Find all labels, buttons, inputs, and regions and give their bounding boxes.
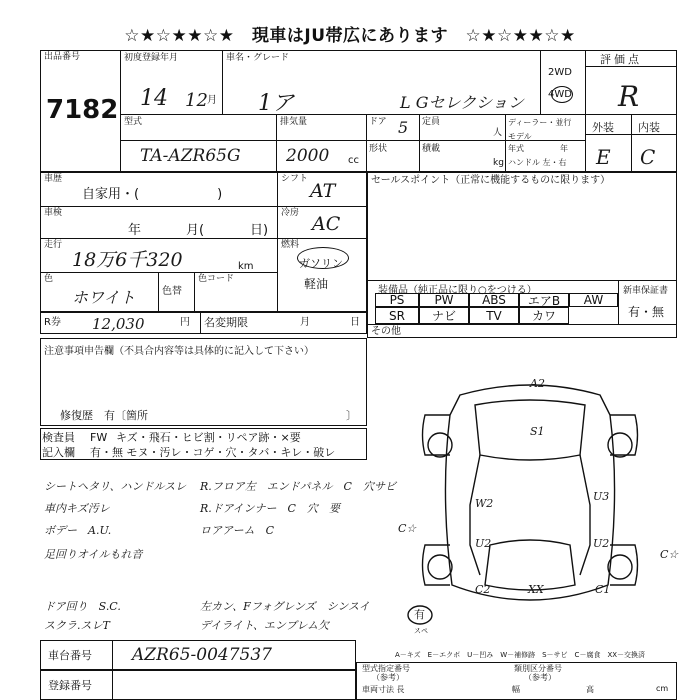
tax-unit: 円 — [180, 317, 190, 328]
mark-a2: A2 — [530, 377, 545, 390]
handnote-1: R.フロア左 エンドパネル C 穴サビ — [200, 480, 396, 493]
repair-label: 修復歴 有〔箇所 — [60, 409, 148, 422]
equip-ps[interactable]: PS — [375, 293, 419, 307]
handnote-6: 足回りオイルもれ音 — [44, 548, 143, 561]
dealer-l5: ハンドル 左・右 — [508, 158, 567, 167]
inspection-label: 車検 — [44, 208, 63, 218]
mark-c-right: C☆ — [660, 548, 679, 561]
fuel-label: 燃料 — [281, 240, 300, 250]
color-code-label: 色コード — [198, 274, 235, 284]
equip-sr[interactable]: SR — [375, 307, 419, 324]
bottom-l4: （参考） — [524, 673, 556, 682]
mileage-unit: km — [238, 261, 254, 272]
grade: L Gセレクション — [400, 93, 524, 112]
displacement: 2000 — [286, 146, 330, 166]
handnote-3: R.ドアインナー C 穴 要 — [200, 502, 340, 515]
shape-label: 形状 — [369, 144, 388, 154]
load-unit: kg — [493, 158, 504, 168]
int-score: C — [640, 145, 656, 169]
chassis-label: 車台番号 — [48, 649, 92, 662]
dealer-l1: ディーラー・並行 — [508, 118, 572, 127]
handnote-10: スクラ.スレT — [44, 619, 110, 632]
repair-close: 〕 — [346, 409, 357, 422]
fuel-gas: ガソリン — [299, 257, 343, 270]
int-label: 内装 — [638, 121, 660, 134]
doors: 5 — [398, 118, 409, 137]
eval-label: 評価点 — [600, 53, 642, 66]
sales-label: セールスポイント（正常に機能するものに限ります） — [371, 175, 611, 186]
inspector-row2: 有・無 モヌ・汚レ・コゲ・穴・タバ・キレ・破レ — [90, 446, 336, 459]
mark-u2-right: U2 — [593, 537, 610, 550]
drive-2wd: 2WD — [548, 67, 572, 78]
mark-u2-left: U2 — [475, 537, 492, 550]
color-change-label: 色替 — [162, 286, 182, 297]
mark-w2: W2 — [475, 497, 494, 510]
mileage-value: 18万6千320 — [72, 249, 183, 271]
plate-label: 登録番号 — [48, 679, 92, 692]
header-block — [40, 50, 677, 172]
handnote-9: 左カン、Fフォグレンズ シンスイ — [200, 600, 370, 613]
banner: ☆★☆★★☆★ 現車はJU帯広にあります ☆★☆★★☆★ — [124, 26, 576, 46]
handnote-4: ボデー A.U. — [44, 524, 112, 537]
bottom-l7: 高 — [586, 685, 594, 694]
tax-label: R券 — [44, 317, 61, 328]
drive-4wd: 4WD — [548, 89, 572, 100]
color-value: ホワイト — [72, 288, 136, 307]
mark-u3: U3 — [593, 490, 610, 503]
ext-score: E — [596, 145, 611, 169]
handnote-11: デイライト、エンブレム欠 — [200, 619, 330, 632]
inspector-row1: キズ・飛石・ヒビ割・リペア跡・×要 — [116, 431, 301, 444]
bottom-l2: （参考） — [372, 673, 404, 682]
mileage-label: 走行 — [44, 240, 63, 250]
warranty-label: 新車保証書 — [623, 286, 669, 296]
inspector-l1: 検査員 — [42, 431, 75, 444]
inspection-month: 月( — [186, 223, 205, 238]
reg-label: 初度登録年月 — [124, 53, 179, 63]
name-change-day: 日 — [350, 317, 360, 328]
warranty-value: 有・無 — [628, 305, 665, 319]
bottom-l3: 類別区分番号 — [514, 664, 562, 673]
shift-label: シフト — [281, 174, 309, 184]
dealer-l4: 年 — [560, 144, 568, 153]
capacity-unit: 人 — [493, 128, 503, 138]
inspector-l2: 記入欄 — [42, 446, 75, 459]
handnote-0: シートヘタリ、ハンドルスレ — [44, 480, 187, 493]
ac-label: 冷房 — [281, 208, 300, 218]
others-label: その他 — [371, 326, 401, 337]
load-label: 積載 — [422, 144, 441, 154]
damage-legend: A－キズ E－エクボ U－凹み W－補修跡 S－サビ C－腐食 XX－交換済 — [395, 651, 646, 659]
mark-s1: S1 — [530, 425, 545, 438]
lot-label: 出品番号 — [44, 52, 81, 62]
reg-year: 14 — [140, 86, 168, 111]
ext-label: 外装 — [592, 121, 614, 134]
name-change-month: 月 — [300, 317, 310, 328]
handnote-5: ロアアーム C — [200, 524, 275, 537]
equip-label: 装備品（純正品に限り○をつける） — [378, 285, 537, 296]
equip-abs[interactable]: ABS — [469, 293, 519, 307]
mark-c-left: C☆ — [398, 522, 417, 535]
notes-label: 注意事項申告欄（不具合内容等は具体的に記入して下さい） — [44, 346, 314, 357]
handnote-2: 車内キズ汚レ — [44, 502, 110, 515]
inspection-year: 年 — [128, 223, 142, 238]
bottom-l1: 型式指定番号 — [362, 664, 410, 673]
bottom-l5: 車両寸法 長 — [362, 685, 405, 694]
drive-circle — [551, 86, 573, 103]
fuel-diesel: 軽油 — [304, 277, 329, 291]
color-label: 色 — [44, 274, 54, 284]
mark-c2: C2 — [475, 583, 491, 596]
chassis-value: AZR65-0047537 — [132, 645, 272, 665]
inspector-fw: FW — [90, 431, 108, 444]
model-code: TA-AZR65G — [140, 146, 241, 166]
equip-leather[interactable]: カワ — [519, 307, 569, 324]
history-label: 車歴 — [44, 174, 63, 184]
capacity-label: 定員 — [422, 117, 441, 127]
eval-score: R — [618, 80, 640, 113]
handnote-8: ドア回り S.C. — [44, 600, 121, 613]
equip-tv[interactable]: TV — [469, 307, 519, 324]
fuel-circle — [297, 247, 349, 269]
mark-bottom-sub: スペ — [414, 627, 428, 635]
mark-xx: XX — [528, 583, 544, 596]
displacement-label: 排気量 — [280, 117, 308, 127]
dealer-l2: モデル — [508, 132, 532, 141]
tax-value: 12,030 — [92, 315, 145, 333]
ac-value: AC — [312, 213, 341, 235]
equip-navi[interactable]: ナビ — [419, 307, 469, 324]
lot-number: 7182 — [46, 95, 119, 125]
dealer-l3: 年式 — [508, 144, 524, 153]
model-name: 1ア — [258, 91, 294, 116]
name-label: 車名・グレード — [226, 53, 290, 63]
reg-month: 12 — [185, 90, 208, 111]
equip-airbag[interactable]: エアB — [519, 293, 569, 307]
displacement-unit: cc — [348, 155, 359, 166]
history-value: 自家用・( ) — [82, 187, 223, 202]
shift-value: AT — [310, 180, 336, 202]
mark-bottom: 有 — [414, 608, 425, 621]
mark-c1: C1 — [595, 583, 611, 596]
equip-pw[interactable]: PW — [419, 293, 469, 307]
bottom-cm: cm — [656, 684, 669, 693]
inspection-day: 日) — [250, 223, 269, 238]
bottom-l6: 幅 — [512, 685, 520, 694]
name-change-label: 名変期限 — [204, 316, 248, 329]
equip-aw[interactable]: AW — [569, 293, 618, 307]
model-code-label: 型式 — [124, 117, 143, 127]
doors-label: ドア — [369, 117, 387, 127]
reg-month-unit: 月 — [207, 95, 217, 106]
